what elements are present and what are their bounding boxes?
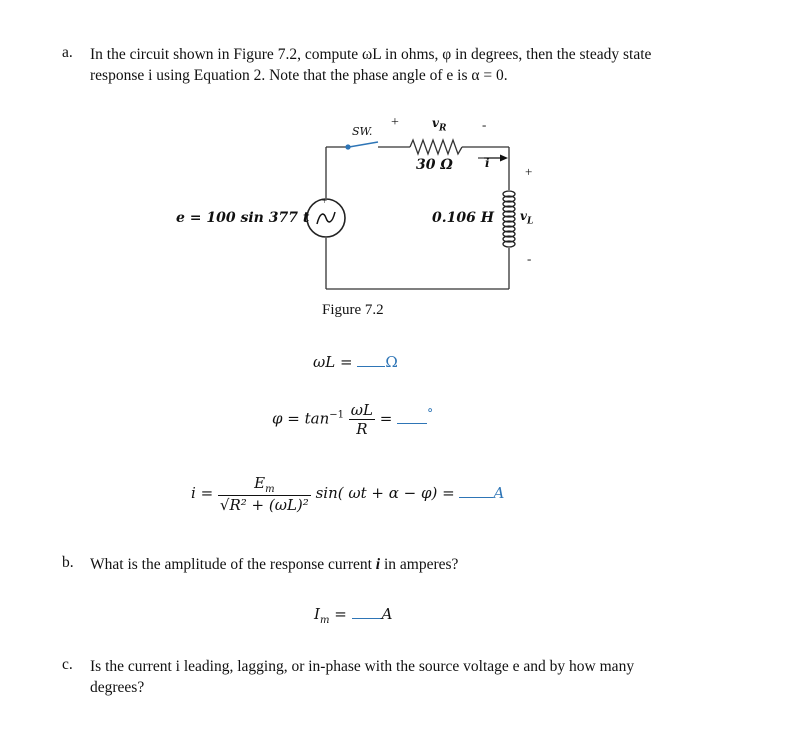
wl-lhs: ωL =: [313, 353, 353, 371]
phi-equals: =: [379, 409, 393, 428]
part-c-letter: c.: [62, 656, 73, 673]
im-equation: [314, 604, 392, 626]
vr-symbol: v: [432, 116, 439, 130]
vl-minus-sign: -: [527, 251, 532, 266]
figure-caption: Figure 7.2: [322, 302, 384, 318]
phi-lhs: φ = tan: [272, 409, 330, 428]
im-unit: A: [381, 605, 393, 623]
vl-plus-sign: +: [525, 164, 533, 179]
vl-subscript: L: [526, 216, 534, 227]
i-numerator: [218, 474, 311, 495]
part-a-line-2: response i using Equation 2. Note that the phase angle of e is α = 0.: [90, 67, 508, 84]
circuit-diagram: [0, 0, 810, 330]
i-numerator-symbol: E: [254, 474, 266, 492]
current-label: i: [485, 156, 490, 170]
i-denominator: √R² + (ωL)²: [219, 496, 309, 514]
resistor-label: 30 Ω: [416, 157, 453, 173]
i-rhs: sin( ωt + α − φ) =: [315, 484, 455, 502]
vl-label: [520, 209, 533, 226]
phi-unit: °: [427, 406, 434, 421]
switch-blade: [349, 142, 378, 147]
switch-label: SW.: [352, 125, 373, 138]
current-arrowhead: [500, 155, 508, 162]
part-b-text-before: What is the amplitude of the response current: [90, 556, 376, 573]
part-b-letter: b.: [62, 554, 74, 571]
inductor-symbol: [503, 191, 515, 247]
im-symbol: I: [314, 605, 320, 623]
im-subscript: m: [319, 615, 330, 626]
part-b-text: [90, 554, 458, 575]
vr-label: [432, 116, 446, 133]
im-equals: =: [334, 605, 347, 623]
phi-denominator: R: [349, 419, 375, 438]
vr-plus-sign: +: [391, 115, 399, 130]
wl-unit: Ω: [385, 353, 398, 371]
vr-subscript: R: [438, 123, 447, 134]
vr-minus-sign: -: [482, 117, 487, 132]
part-b-variable: i: [375, 556, 381, 573]
part-c-line-1: Is the current i leading, lagging, or in-phase with the source voltage e and by how many: [90, 658, 635, 675]
part-c-text: [90, 656, 790, 698]
source-plus-sign: +: [322, 196, 328, 206]
part-b-text-after: in amperes?: [380, 556, 459, 573]
resistor-symbol: [410, 140, 462, 154]
i-answer-blank[interactable]: [459, 483, 493, 498]
wl-answer-blank[interactable]: [357, 352, 385, 367]
inductor-label: 0.106 H: [432, 210, 494, 226]
i-unit: A: [493, 484, 505, 502]
phi-equation: [272, 401, 433, 438]
i-lhs: i =: [191, 484, 214, 502]
switch-pivot: [346, 145, 350, 149]
im-answer-blank[interactable]: [352, 604, 382, 619]
vl-symbol: v: [520, 209, 527, 223]
phi-numerator: ωL: [350, 401, 373, 419]
i-numerator-subscript: m: [265, 484, 275, 495]
phi-fraction: [349, 401, 375, 438]
part-c-line-2: degrees?: [90, 679, 145, 696]
part-a-letter: a.: [62, 44, 73, 61]
part-a-line-1: In the circuit shown in Figure 7.2, compute ωL in ohms, φ in degrees, then the steady state: [90, 46, 652, 63]
current-equation: [191, 474, 504, 514]
i-fraction: [218, 474, 311, 514]
wl-equation: [313, 352, 398, 371]
phi-superscript: −1: [329, 409, 344, 421]
source-label: e = 100 sin 377 t: [176, 210, 310, 226]
phi-answer-blank[interactable]: [397, 409, 427, 424]
